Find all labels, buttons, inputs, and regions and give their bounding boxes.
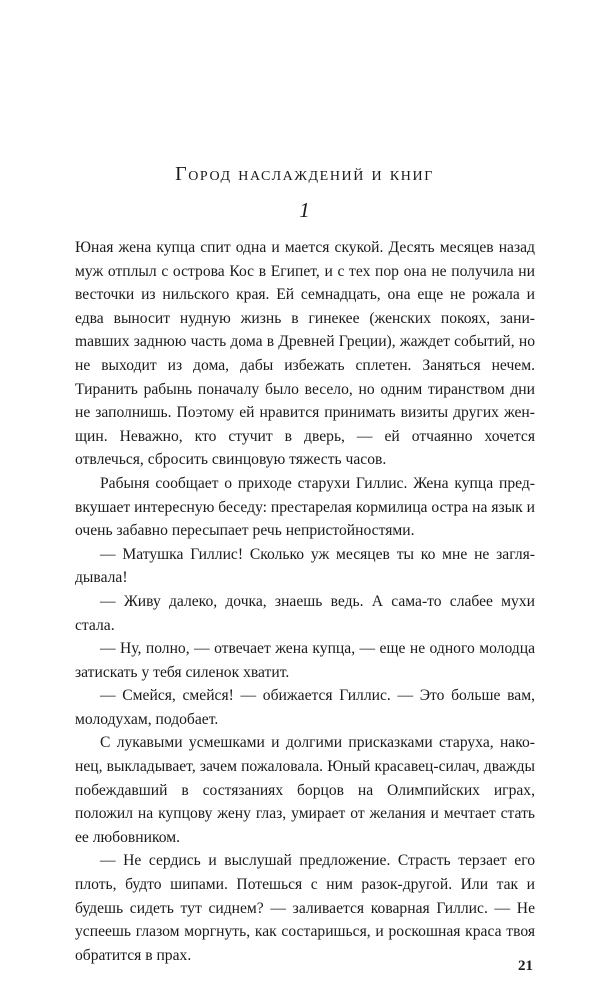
chapter-title: Город наслаждений и книг [175,163,434,185]
paragraph: С лукавыми усмешками и долгими присказками старуха, наконец, выкладывает, зачем пожаловала. Юный красавец-силач, дважды побеждавший в состязаниях борцов на Олимпийских играх, положил на купцову жену глаз, умирает от желания и мечтает стать ее любовником. [75,734,535,846]
paragraph: — Матушка Гиллис! Сколько уж месяцев ты ко мне не заглядывала! [75,545,535,587]
paragraph: — Ну, полно, — отвечает жена купца, — еще не одного молодца затискать у тебя силенок хватит. [75,640,535,681]
paragraph: Рабыня сообщает о приходе старухи Гиллис. Жена купца предвкушает интересную беседу: престарелая кормилица остра на язык и очень забавно пересыпает речь непристойностями. [75,474,535,540]
page-number: 21 [518,958,533,974]
chapter-number: 1 [299,198,310,222]
paragraph: — Не сердись и выслушай предложение. Страсть терзает его плоть, будто шипами. Потешься с ним разок-другой. Или так и будешь сидеть тут сиднем? — заливается коварная Гиллис. — Не успеешь глазом моргнуть, как состаришься, и роскошная краса твоя обратится в прах. [75,852,535,964]
paragraph: — Смейся, смейся! — обижается Гиллис. — Это больше вам, молодухам, подобает. [75,687,535,728]
body-text [75,236,535,967]
paragraph: — Живу далеко, дочка, знаешь ведь. А сама-то слабее мухи стала. [75,592,535,634]
paragraph: Юная жена купца спит одна и мается скукой. Десять месяцев назад муж отплыл с острова Кос в Египет, и с тех пор она не получила ни весточки из нильского края. Ей семнадцать, она еще не рожала и едва выносит нудную жизнь в гинекее (женских покоях, заниmавших заднюю часть дома в Древней Греции), жаждет событий, но не выходит из дома, дабы избежать сплетен. Заняться нечем. Тиранить рабынь поначалу было весело, но одним тиранством дни не заполнишь. Поэтому ей нравится принимать визиты других женщин. Неважно, кто стучит в дверь, — ей отчаянно хочется отвлечься, сбросить свинцовую тяжесть часов. [75,239,535,469]
